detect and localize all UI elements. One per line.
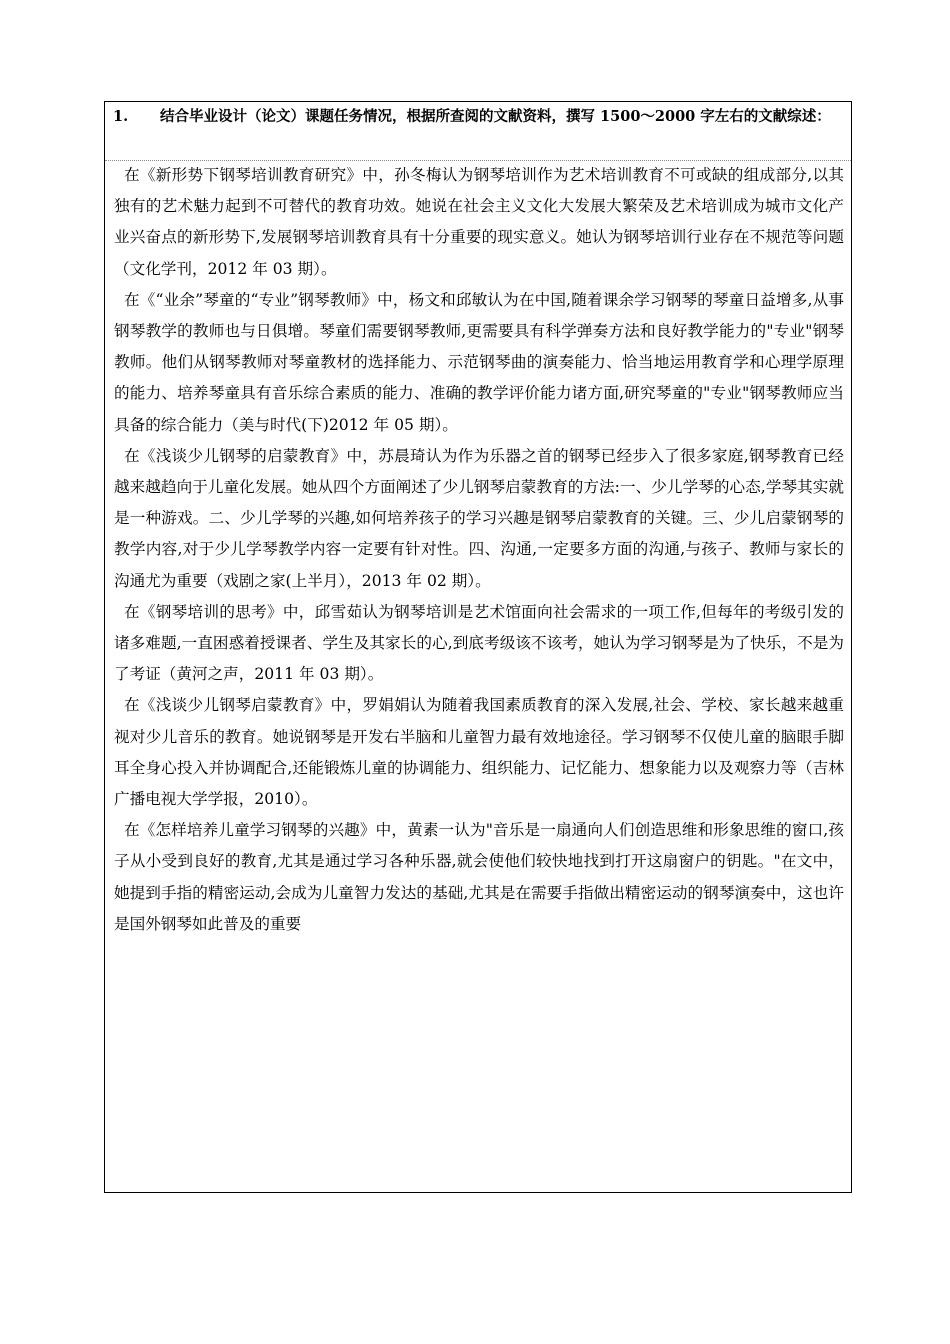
review-paragraph: 在《怎样培养儿童学习钢琴的兴趣》中，黄素一认为"音乐是一扇通向人们创造思维和形象思维的窗口,孩子从小受到良好的教育,尤其是通过学习各种乐器,就会使他们较快地找到打开这扇窗户的钥匙。"在文中，她提到手指的精密运动,会成为儿童智力发达的基础,尤其是在需要手指做出精密运动的钢琴演奏中，这也许是国外钢琴如此普及的重要 (114, 821, 844, 933)
review-paragraph: 在《浅谈少儿钢琴启蒙教育》中，罗娟娟认为随着我国素质教育的深入发展,社会、学校、家长越来越重视对少儿音乐的教育。她说钢琴是开发右半脑和儿童智力最有效地途径。学习钢琴不仅使儿童的脑眼手脚耳全身心投入并协调配合,还能锻炼儿童的协调能力、组织能力、记忆能力、想象能力以及观察力等（吉林广播电视大学学报，2010）。 (114, 696, 844, 809)
literature-review-body (114, 160, 844, 1188)
review-paragraph: 在《“业余”琴童的“专业”钢琴教师》中，杨文和邱敏认为在中国,随着课余学习钢琴的琴童日益增多,从事钢琴教学的教师也与日俱增。琴童们需要钢琴教师,更需要具有科学弹奏方法和良好教学能力的"专业"钢琴教师。他们从钢琴教师对琴童教材的选择能力、示范钢琴曲的演奏能力、恰当地运用教育学和心理学原理的能力、培养琴童具有音乐综合素质的能力、准确的教学评价能力诸方面,研究琴童的"专业"钢琴教师应当具备的综合能力（美与时代(下)2012 年 05 期）。 (114, 290, 844, 434)
section-title: 结合毕业设计（论文）课题任务情况，根据所查阅的文献资料，撰写 1500～2000 字左右的文献综述： (160, 108, 831, 125)
review-table-cell (104, 101, 852, 1193)
review-paragraph: 在《浅谈少儿钢琴的启蒙教育》中，苏晨琦认为作为乐器之首的钢琴已经步入了很多家庭,钢琴教育已经越来越趋向于儿童化发展。她从四个方面阐述了少儿钢琴启蒙教育的方法:一、少儿学琴的心态,学琴其实就是一种游戏。二、少儿学琴的兴趣,如何培养孩子的学习兴趣是钢琴启蒙教育的关键。三、少儿启蒙钢琴的教学内容,对于少儿学琴教学内容一定要有针对性。四、沟通,一定要多方面的沟通,与孩子、教师与家长的沟通尤为重要（戏剧之家(上半月），2013 年 02 期）。 (114, 446, 844, 590)
section-number: 1. (113, 108, 129, 125)
section-heading (113, 107, 843, 127)
review-paragraph: 在《新形势下钢琴培训教育研究》中，孙冬梅认为钢琴培训作为艺术培训教育不可或缺的组成部分,以其独有的艺术魅力起到不可替代的教育功效。她说在社会主义文化大发展大繁荣及艺术培训成为城市文化产业兴奋点的新形势下,发展钢琴培训教育具有十分重要的现实意义。她认为钢琴培训行业存在不规范等问题（文化学刊，2012 年 03 期）。 (114, 166, 844, 278)
review-paragraph: 在《钢琴培训的思考》中，邱雪茹认为钢琴培训是艺术馆面向社会需求的一项工作,但每年的考级引发的诸多难题,一直困惑着授课者、学生及其家长的心,到底考级该不该考，她认为学习钢琴是为了快乐，不是为了考证（黄河之声，2011 年 03 期）。 (114, 602, 844, 684)
